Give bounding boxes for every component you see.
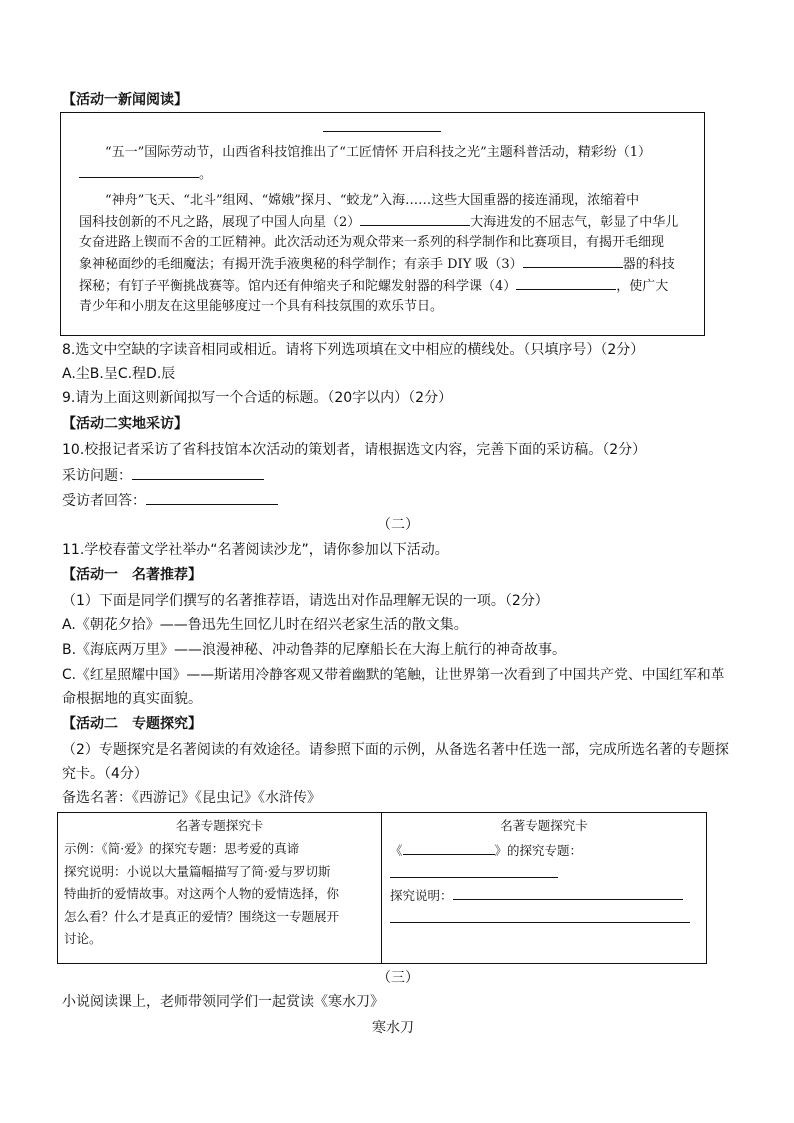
news-title-blank[interactable] [323,131,441,132]
interviewee-answer: 受访者回答： [62,490,278,511]
answer-card-title: 名著专题探究卡 [500,818,588,833]
question-8: 8.选文中空缺的字读音相同或相近。请将下列选项填在文中相应的横线处。（只填序号）（2分） [62,342,645,358]
news-box [60,112,705,336]
answer-card [382,813,707,964]
blank-3[interactable] [523,253,623,268]
question-11-2: （2）专题探究是名著阅读的有效途径。请参照下面的示例，从备选名著中任选一部，完成所选名著的专题探 [62,742,729,758]
example-card-title: 名著专题探究卡 [175,818,264,833]
activity-recommend-heading: 【活动一 名著推荐】 [62,567,202,583]
novel-intro: 小说阅读课上，老师带领同学们一起赏读《寒水刀》 [62,994,384,1010]
news-paragraph-1: “五一”国际劳动节，山西省科技馆推出了“工匠情怀 开启科技之光”主题科普活动，精彩纷（1） 。 [79,143,694,185]
blank-4[interactable] [516,275,616,290]
option-b: B.《海底两万里》——浪漫神秘、冲动鲁莽的尼摩船长在大海上航行的神奇故事。 [62,642,567,658]
candidate-books: 备选名著：《西游记》《昆虫记》《水浒传》 [62,790,321,806]
book-title-blank[interactable] [403,840,495,855]
blank-2[interactable] [360,211,470,226]
question-11-1: （1）下面是同学们撰写的名著推荐语，请选出对作品理解无误的一项。（2分） [62,593,549,609]
interview-question: 采访问题： [62,465,264,486]
option-a: A.《朝花夕拾》——鲁迅先生回忆儿时在绍兴老家生活的散文集。 [62,617,468,633]
activity2-heading: 【活动二实地采访】 [62,416,188,432]
section-3-heading: （三） [377,970,419,986]
question-11: 11.学校春蕾文学社举办“名著阅读沙龙”，请你参加以下活动。 [62,542,449,558]
question-8-options: A.尘B.呈C.程D.辰 [62,366,176,382]
novel-title: 寒水刀 [372,1020,414,1036]
explain-blank-1[interactable] [453,885,683,900]
question-10: 10.校报记者采访了省科技馆本次活动的策划者，请根据选文内容，完善下面的采访稿。（2分） [62,442,647,458]
option-c: C.《红星照耀中国》——斯诺用冷静客观又带着幽默的笔触，让世界第一次看到了中国共产党、中国红军和革 [62,667,725,683]
explain-blank-2[interactable] [390,908,690,923]
activity1-heading: 【活动一新闻阅读】 [62,92,188,108]
interviewee-answer-blank[interactable] [146,490,278,505]
example-card-body: 示例：《简·爱》的探究专题：思考爱的真谛 探究说明：小说以大量篇幅描写了简·爱与罗切斯 特曲折的爱情故事。对这两个人物的爱情选择，你 怎么看？什么才是真正的爱情？围绕这一专题展开 讨论。 [64,841,340,946]
question-9: 9.请为上面这则新闻拟写一个合适的标题。（20字以内）（2分） [62,390,453,406]
option-c-cont: 命根据地的真实面貌。 [62,691,202,707]
answer-card-body: 《 》的探究专题： 探究说明： [390,840,690,930]
section-2-heading: （二） [377,517,419,533]
activity-topic-heading: 【活动二 专题探究】 [62,716,202,732]
example-card [58,813,382,964]
question-11-2-cont: 究卡。（4分） [62,766,148,782]
interview-question-blank[interactable] [132,465,264,480]
topic-blank[interactable] [390,863,558,878]
blank-1[interactable] [79,163,199,178]
news-paragraph-2: “神舟”飞天、“北斗”组网、“嫦娥”探月、“蛟龙”入海……这些大国重器的接连涌现，浓缩着中 国科技创新的不凡之路，展现了中国人向星（2） 大海进发的不屈志气，彰显了中华儿 女奋进路上锲而不舍的工匠精神。此次活动还为观众带来一系列的科学制作和比赛项目，有揭开毛细现 象神秘面纱的毛细魔法；有揭开洗手液奥秘的科学制作；有亲手 DIY 吸（3） 器的科技 探秘；有钉子平衡挑战赛等。馆内还有伸缩夹子和陀螺发射器的科学课（4） ，使广大 青少年和小朋友在这里能够度过一个具有科技氛围的欢乐节日。 [79,193,679,314]
topic-card-table [57,812,707,964]
